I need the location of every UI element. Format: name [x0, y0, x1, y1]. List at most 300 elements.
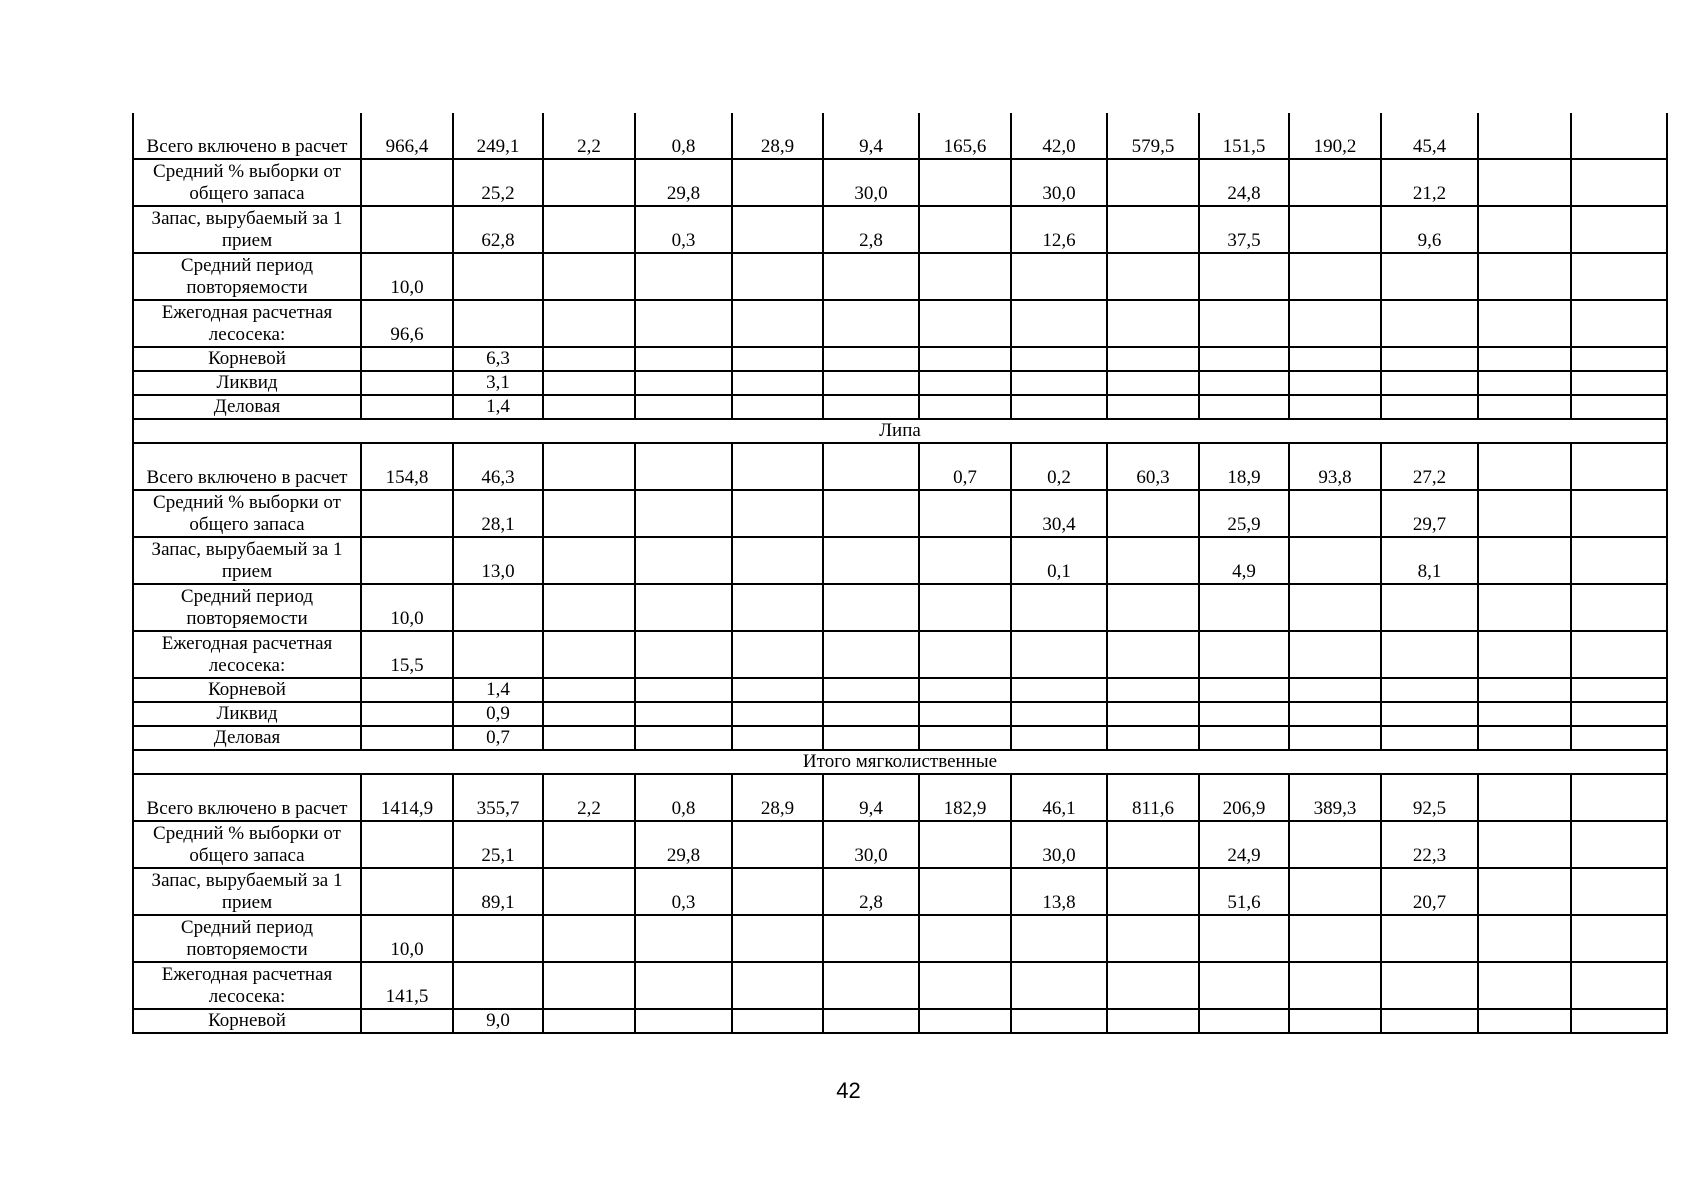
table-cell — [361, 371, 453, 395]
table-cell — [919, 821, 1011, 868]
table-cell — [453, 915, 543, 962]
table-cell — [823, 253, 919, 300]
table-cell — [1478, 206, 1571, 253]
table-cell — [635, 537, 732, 584]
table-cell — [1478, 915, 1571, 962]
table-cell — [1478, 443, 1571, 490]
table-cell: 28,9 — [732, 774, 823, 821]
table-cell: 89,1 — [453, 868, 543, 915]
table-row — [133, 347, 1667, 371]
table-cell: 9,4 — [823, 113, 919, 159]
table-cell — [361, 347, 453, 371]
allowable-cut-table — [132, 113, 1668, 1034]
table-cell — [1478, 253, 1571, 300]
table-cell: 15,5 — [361, 631, 453, 678]
table-row — [133, 631, 1667, 678]
table-cell — [1571, 347, 1667, 371]
row-label: Средний период повторяемости — [133, 253, 361, 300]
table-cell — [361, 678, 453, 702]
table-cell — [1199, 702, 1289, 726]
table-cell — [1478, 159, 1571, 206]
table-row — [133, 159, 1667, 206]
table-cell — [1571, 631, 1667, 678]
table-row — [133, 1009, 1667, 1033]
table-row — [133, 678, 1667, 702]
table-cell — [543, 443, 635, 490]
table-cell — [1381, 253, 1478, 300]
table-cell — [919, 490, 1011, 537]
table-cell — [543, 490, 635, 537]
table-cell — [1571, 371, 1667, 395]
table-cell — [1478, 584, 1571, 631]
table-cell — [1478, 1009, 1571, 1033]
row-label: Всего включено в расчет — [133, 113, 361, 159]
section-header-row — [133, 419, 1667, 443]
table-cell — [732, 678, 823, 702]
table-cell — [919, 371, 1011, 395]
table-cell — [823, 726, 919, 750]
table-cell: 154,8 — [361, 443, 453, 490]
table-cell — [1478, 490, 1571, 537]
table-cell — [1571, 395, 1667, 419]
table-cell — [1381, 1009, 1478, 1033]
row-label: Ликвид — [133, 371, 361, 395]
table-cell — [919, 537, 1011, 584]
table-body — [133, 113, 1667, 1033]
table-cell — [1381, 702, 1478, 726]
table-cell — [635, 1009, 732, 1033]
table-cell — [919, 159, 1011, 206]
table-cell — [919, 915, 1011, 962]
table-cell: 811,6 — [1107, 774, 1199, 821]
table-cell — [919, 1009, 1011, 1033]
table-cell — [823, 584, 919, 631]
table-cell — [635, 371, 732, 395]
table-cell — [823, 347, 919, 371]
table-cell — [732, 490, 823, 537]
table-cell — [543, 915, 635, 962]
table-cell — [1107, 868, 1199, 915]
row-label: Средний % выборки от общего запаса — [133, 159, 361, 206]
table-cell — [543, 631, 635, 678]
table-row — [133, 371, 1667, 395]
table-cell — [1571, 206, 1667, 253]
table-cell: 3,1 — [453, 371, 543, 395]
row-label: Ежегодная расчетная лесосека: — [133, 962, 361, 1009]
table-cell — [1478, 347, 1571, 371]
table-cell — [1011, 631, 1107, 678]
table-cell — [635, 631, 732, 678]
table-cell: 29,8 — [635, 821, 732, 868]
table-cell — [635, 253, 732, 300]
table-row — [133, 443, 1667, 490]
table-cell — [453, 253, 543, 300]
table-cell — [732, 300, 823, 347]
table-cell: 1,4 — [453, 678, 543, 702]
table-cell: 0,3 — [635, 868, 732, 915]
table-cell: 0,8 — [635, 774, 732, 821]
table-cell — [635, 678, 732, 702]
table-cell — [919, 395, 1011, 419]
row-label: Ежегодная расчетная лесосека: — [133, 300, 361, 347]
table-cell — [1571, 702, 1667, 726]
table-cell — [919, 702, 1011, 726]
table-cell — [635, 962, 732, 1009]
table-cell — [453, 584, 543, 631]
table-cell — [823, 1009, 919, 1033]
table-cell — [1011, 253, 1107, 300]
table-cell — [732, 206, 823, 253]
table-cell — [732, 371, 823, 395]
table-cell: 141,5 — [361, 962, 453, 1009]
table-cell: 190,2 — [1289, 113, 1381, 159]
row-label: Деловая — [133, 726, 361, 750]
table-cell — [361, 726, 453, 750]
table-cell — [1289, 868, 1381, 915]
table-cell — [1199, 300, 1289, 347]
table-cell — [1107, 702, 1199, 726]
table-cell: 24,9 — [1199, 821, 1289, 868]
row-label: Деловая — [133, 395, 361, 419]
table-cell: 13,8 — [1011, 868, 1107, 915]
table-cell: 9,6 — [1381, 206, 1478, 253]
table-cell — [1011, 915, 1107, 962]
table-cell — [1107, 490, 1199, 537]
table-cell: 0,8 — [635, 113, 732, 159]
table-cell — [1289, 347, 1381, 371]
table-cell: 12,6 — [1011, 206, 1107, 253]
table-cell — [732, 347, 823, 371]
table-cell — [1381, 726, 1478, 750]
table-cell — [919, 584, 1011, 631]
row-label: Запас, вырубаемый за 1 прием — [133, 206, 361, 253]
table-cell: 24,8 — [1199, 159, 1289, 206]
table-cell — [732, 537, 823, 584]
table-cell — [543, 371, 635, 395]
table-cell: 10,0 — [361, 584, 453, 631]
table-cell: 30,0 — [1011, 159, 1107, 206]
table-cell — [1571, 868, 1667, 915]
table-cell: 27,2 — [1381, 443, 1478, 490]
table-row — [133, 584, 1667, 631]
table-cell — [823, 962, 919, 1009]
table-cell — [823, 490, 919, 537]
table-cell — [1199, 962, 1289, 1009]
table-cell — [1478, 678, 1571, 702]
table-cell — [1199, 584, 1289, 631]
row-label: Корневой — [133, 347, 361, 371]
table-cell — [543, 702, 635, 726]
table-cell: 29,7 — [1381, 490, 1478, 537]
table-cell: 0,7 — [919, 443, 1011, 490]
table-cell — [1011, 678, 1107, 702]
table-cell — [732, 395, 823, 419]
table-cell — [919, 253, 1011, 300]
table-cell: 355,7 — [453, 774, 543, 821]
table-row — [133, 702, 1667, 726]
section-title: Липа — [133, 419, 1667, 443]
table-cell — [1289, 395, 1381, 419]
table-cell — [823, 678, 919, 702]
table-cell: 13,0 — [453, 537, 543, 584]
table-row — [133, 868, 1667, 915]
table-cell: 28,1 — [453, 490, 543, 537]
table-cell — [1478, 631, 1571, 678]
table-cell: 21,2 — [1381, 159, 1478, 206]
table-cell: 30,0 — [823, 159, 919, 206]
table-cell — [1289, 584, 1381, 631]
table-cell — [732, 443, 823, 490]
row-label: Запас, вырубаемый за 1 прием — [133, 868, 361, 915]
table-cell — [1011, 300, 1107, 347]
table-cell — [1478, 395, 1571, 419]
table-cell — [1478, 868, 1571, 915]
table-cell — [1478, 371, 1571, 395]
table-cell — [1107, 821, 1199, 868]
table-cell — [543, 206, 635, 253]
table-cell — [1381, 915, 1478, 962]
table-cell — [823, 300, 919, 347]
table-cell — [635, 347, 732, 371]
table-cell — [1199, 1009, 1289, 1033]
table-cell — [635, 702, 732, 726]
table-cell — [1478, 300, 1571, 347]
row-label: Корневой — [133, 678, 361, 702]
table-cell — [1289, 1009, 1381, 1033]
table-cell — [1107, 206, 1199, 253]
table-cell: 10,0 — [361, 253, 453, 300]
table-cell — [1381, 584, 1478, 631]
row-label: Средний % выборки от общего запаса — [133, 821, 361, 868]
table-row — [133, 726, 1667, 750]
table-cell — [1107, 962, 1199, 1009]
table-cell — [1571, 113, 1667, 159]
table-cell — [635, 584, 732, 631]
table-row — [133, 113, 1667, 159]
section-title: Итого мягколиственные — [133, 750, 1667, 774]
table-cell — [543, 253, 635, 300]
table-cell: 0,2 — [1011, 443, 1107, 490]
table-cell — [361, 490, 453, 537]
table-row — [133, 253, 1667, 300]
table-cell — [1107, 678, 1199, 702]
table-cell — [1571, 159, 1667, 206]
table-cell: 96,6 — [361, 300, 453, 347]
table-cell — [1011, 395, 1107, 419]
table-row — [133, 915, 1667, 962]
table-cell — [919, 962, 1011, 1009]
table-cell — [732, 702, 823, 726]
table-cell — [1199, 347, 1289, 371]
table-cell — [1289, 537, 1381, 584]
table-cell: 46,1 — [1011, 774, 1107, 821]
table-cell — [1011, 702, 1107, 726]
table-cell — [1011, 584, 1107, 631]
table-row — [133, 395, 1667, 419]
table-cell — [1571, 1009, 1667, 1033]
table-cell — [732, 726, 823, 750]
row-label: Средний период повторяемости — [133, 584, 361, 631]
table-cell: 60,3 — [1107, 443, 1199, 490]
table-cell — [1289, 915, 1381, 962]
page-number: 42 — [836, 1078, 861, 1103]
table-cell — [361, 159, 453, 206]
table-cell — [1381, 300, 1478, 347]
table-cell — [1107, 584, 1199, 631]
table-cell — [1381, 631, 1478, 678]
table-cell: 0,3 — [635, 206, 732, 253]
table-cell — [1478, 537, 1571, 584]
table-cell — [1571, 443, 1667, 490]
table-cell: 9,4 — [823, 774, 919, 821]
table-cell: 389,3 — [1289, 774, 1381, 821]
table-cell: 30,4 — [1011, 490, 1107, 537]
table-cell — [919, 300, 1011, 347]
table-cell — [732, 584, 823, 631]
table-cell — [543, 1009, 635, 1033]
table-cell — [635, 395, 732, 419]
table-cell: 25,1 — [453, 821, 543, 868]
table-cell — [823, 443, 919, 490]
table-cell: 0,1 — [1011, 537, 1107, 584]
table-cell — [543, 347, 635, 371]
table-cell — [1381, 678, 1478, 702]
table-cell — [1571, 253, 1667, 300]
table-cell: 29,8 — [635, 159, 732, 206]
table-cell — [1381, 347, 1478, 371]
table-cell: 30,0 — [823, 821, 919, 868]
table-cell — [919, 347, 1011, 371]
table-cell — [1199, 371, 1289, 395]
table-cell — [1381, 962, 1478, 1009]
table-cell — [1478, 726, 1571, 750]
table-cell: 22,3 — [1381, 821, 1478, 868]
table-cell: 28,9 — [732, 113, 823, 159]
table-cell — [732, 821, 823, 868]
table-cell — [635, 490, 732, 537]
row-label: Всего включено в расчет — [133, 774, 361, 821]
table-cell — [543, 584, 635, 631]
table-cell — [1289, 253, 1381, 300]
table-cell — [1571, 300, 1667, 347]
table-cell — [1199, 253, 1289, 300]
table-cell: 37,5 — [1199, 206, 1289, 253]
table-cell — [919, 868, 1011, 915]
table-row — [133, 821, 1667, 868]
table-cell — [543, 300, 635, 347]
table-cell: 579,5 — [1107, 113, 1199, 159]
row-label: Запас, вырубаемый за 1 прием — [133, 537, 361, 584]
table-cell — [1199, 395, 1289, 419]
table-cell — [1381, 371, 1478, 395]
table-cell — [635, 726, 732, 750]
row-label: Корневой — [133, 1009, 361, 1033]
table-cell: 93,8 — [1289, 443, 1381, 490]
table-cell: 92,5 — [1381, 774, 1478, 821]
table-cell — [1478, 821, 1571, 868]
table-cell — [543, 678, 635, 702]
table-cell — [1381, 395, 1478, 419]
table-cell: 10,0 — [361, 915, 453, 962]
table-cell — [1199, 631, 1289, 678]
table-cell: 51,6 — [1199, 868, 1289, 915]
table-row — [133, 537, 1667, 584]
table-cell: 8,1 — [1381, 537, 1478, 584]
row-label: Средний % выборки от общего запаса — [133, 490, 361, 537]
row-label: Всего включено в расчет — [133, 443, 361, 490]
table-cell — [1289, 631, 1381, 678]
table-cell: 1,4 — [453, 395, 543, 419]
table-cell — [1571, 821, 1667, 868]
table-cell: 62,8 — [453, 206, 543, 253]
table-cell — [543, 821, 635, 868]
table-cell — [1289, 206, 1381, 253]
table-cell — [1199, 678, 1289, 702]
table-cell — [361, 206, 453, 253]
table-cell — [919, 726, 1011, 750]
table-cell: 0,7 — [453, 726, 543, 750]
table-cell: 42,0 — [1011, 113, 1107, 159]
table-cell: 182,9 — [919, 774, 1011, 821]
table-cell — [635, 915, 732, 962]
row-label: Средний период повторяемости — [133, 915, 361, 962]
table-cell — [732, 915, 823, 962]
table-row — [133, 774, 1667, 821]
table-cell: 25,9 — [1199, 490, 1289, 537]
table-cell — [732, 1009, 823, 1033]
table-cell — [823, 702, 919, 726]
table-row — [133, 490, 1667, 537]
table-row — [133, 206, 1667, 253]
table-cell — [1289, 702, 1381, 726]
table-cell — [732, 962, 823, 1009]
table-cell — [543, 537, 635, 584]
table-cell — [1289, 159, 1381, 206]
table-cell: 2,8 — [823, 206, 919, 253]
table-cell — [1571, 537, 1667, 584]
table-cell — [1107, 1009, 1199, 1033]
table-cell — [1571, 915, 1667, 962]
table-cell — [453, 962, 543, 1009]
table-cell — [732, 159, 823, 206]
table-cell — [543, 395, 635, 419]
table-cell — [543, 159, 635, 206]
section-header-row — [133, 750, 1667, 774]
table-cell: 0,9 — [453, 702, 543, 726]
table-cell: 25,2 — [453, 159, 543, 206]
table-cell — [1107, 347, 1199, 371]
table-cell — [823, 395, 919, 419]
table-cell — [1571, 678, 1667, 702]
table-cell — [1289, 300, 1381, 347]
table-cell — [1289, 490, 1381, 537]
table-cell — [732, 253, 823, 300]
table-cell: 45,4 — [1381, 113, 1478, 159]
table-cell — [1107, 537, 1199, 584]
table-cell — [1289, 678, 1381, 702]
table-cell — [1478, 774, 1571, 821]
table-cell — [543, 962, 635, 1009]
table-cell: 249,1 — [453, 113, 543, 159]
table-cell — [919, 631, 1011, 678]
row-label: Ликвид — [133, 702, 361, 726]
table-cell — [453, 300, 543, 347]
table-cell — [1199, 915, 1289, 962]
table-cell: 2,8 — [823, 868, 919, 915]
table-cell — [919, 678, 1011, 702]
table-cell — [1107, 371, 1199, 395]
table-cell — [1107, 300, 1199, 347]
